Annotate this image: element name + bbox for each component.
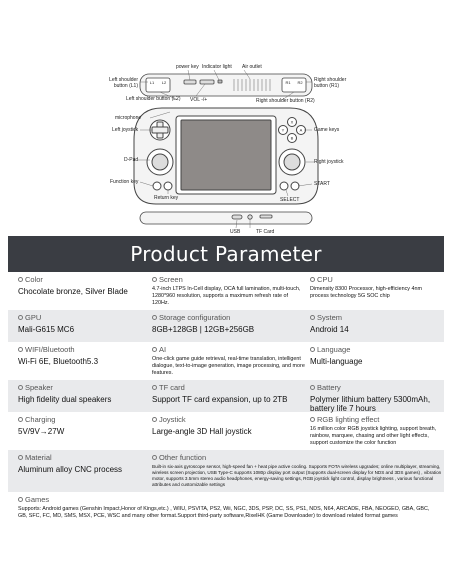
spec-value: 5V/9V→27W bbox=[18, 427, 65, 436]
spec-heading: Storage configuration bbox=[159, 313, 231, 322]
spec-cell bbox=[152, 450, 442, 488]
spec-row-color bbox=[8, 272, 444, 310]
label-air-outlet: Air outlet bbox=[242, 64, 262, 70]
l2-button-label: L2 bbox=[161, 80, 167, 85]
label-return-key: Return key bbox=[154, 195, 179, 201]
spec-value: One-click game guide retrieval, real-time translation, intelligent dialogue, text-to-image generation, image processing, and more features. bbox=[152, 356, 305, 376]
bullet-icon bbox=[18, 455, 23, 460]
spec-heading: Color bbox=[25, 275, 43, 284]
device-diagram bbox=[0, 0, 452, 236]
label-power-key: power key bbox=[176, 64, 199, 70]
a-button-label: A bbox=[299, 127, 303, 133]
spec-row-speaker bbox=[8, 380, 444, 412]
spec-value: Support TF card expansion, up to 2TB bbox=[152, 395, 288, 404]
label-indicator-light: Indicator light bbox=[202, 64, 232, 70]
spec-row-material bbox=[8, 450, 444, 492]
spec-value: Aluminum alloy CNC process bbox=[18, 465, 123, 474]
label-start: START bbox=[314, 181, 330, 187]
x-button-label: X bbox=[290, 119, 294, 125]
spec-heading: GPU bbox=[25, 313, 42, 322]
label-tf-card: TF Card bbox=[256, 229, 275, 235]
spec-heading: RGB lighting effect bbox=[317, 415, 380, 424]
bullet-icon bbox=[152, 347, 157, 352]
label-usb: USB bbox=[230, 229, 241, 235]
l1-button-label: L1 bbox=[149, 80, 155, 85]
label-function-key: Function key bbox=[110, 179, 139, 185]
spec-row-charging bbox=[8, 412, 444, 450]
spec-cell bbox=[18, 412, 148, 436]
spec-heading: Charging bbox=[25, 415, 56, 424]
spec-heading: Games bbox=[25, 495, 50, 504]
spec-value: Multi-language bbox=[310, 357, 363, 366]
spec-cell bbox=[18, 492, 438, 520]
spec-value: High fidelity dual speakers bbox=[18, 395, 112, 404]
spec-cell bbox=[310, 272, 442, 300]
spec-cell bbox=[18, 342, 148, 366]
bullet-icon bbox=[18, 277, 23, 282]
bullet-icon bbox=[310, 417, 315, 422]
spec-heading: Screen bbox=[159, 275, 183, 284]
device-illustration bbox=[0, 0, 452, 236]
spec-value: Android 14 bbox=[310, 325, 349, 334]
label-left-shoulder-l1: Left shoulder button (L1) bbox=[109, 77, 138, 89]
label-left-joystick: Left joystick bbox=[112, 127, 139, 133]
spec-row-games bbox=[8, 492, 444, 536]
spec-heading: System bbox=[317, 313, 343, 322]
spec-cell bbox=[152, 342, 306, 377]
spec-heading: Material bbox=[25, 453, 52, 462]
bottom-view-device bbox=[140, 212, 312, 224]
spec-value: 16 million color RGB joystick lighting, support breath, rainbow, marquee, chasing and other light effects, support customize the color function bbox=[310, 426, 437, 446]
bullet-icon bbox=[310, 385, 315, 390]
spec-value: Built-in six-axis gyroscope sensor, high-speed fan + heat pipe active cooling. Supports FOTA wireless upgrades; online multiplayer, streaming, wireless screen projection, USB Type-C supports 1080p display port output (Supports dual-screen display for NDS and 3DS games) , vibration motor, supports 3.5mm stereo audio headphones, energy-saving settings, RGB joystick light control, display brightness , various functional attributes and customizable settings bbox=[152, 464, 442, 487]
spec-heading: Battery bbox=[317, 383, 341, 392]
spec-heading: CPU bbox=[317, 275, 333, 284]
spec-cell bbox=[310, 342, 442, 366]
bullet-icon bbox=[18, 497, 23, 502]
label-microphone: microphone bbox=[115, 115, 142, 121]
spec-cell bbox=[18, 380, 148, 404]
y-button-label: Y bbox=[281, 127, 285, 133]
spec-cell bbox=[152, 380, 306, 404]
spec-heading: Joystick bbox=[159, 415, 186, 424]
product-parameter-panel bbox=[8, 236, 444, 538]
label-right-joystick: Right joystick bbox=[314, 159, 344, 165]
spec-cell bbox=[310, 380, 442, 413]
bullet-icon bbox=[310, 277, 315, 282]
spec-cell bbox=[152, 272, 306, 307]
spec-row-gpu bbox=[8, 310, 444, 342]
spec-heading: TF card bbox=[159, 383, 185, 392]
spec-cell bbox=[18, 450, 148, 474]
bullet-icon bbox=[310, 315, 315, 320]
panel-title: Product Parameter bbox=[130, 242, 322, 266]
top-view-device bbox=[140, 74, 312, 96]
label-dpad: D-Pad bbox=[124, 157, 139, 163]
spec-cell bbox=[152, 412, 306, 436]
spec-cell bbox=[152, 310, 306, 334]
spec-row-wifi bbox=[8, 342, 444, 380]
title-bar bbox=[8, 236, 444, 272]
bullet-icon bbox=[152, 315, 157, 320]
spec-value: Chocolate bronze, Silver Blade bbox=[18, 287, 128, 296]
label-right-shoulder-r1: Right shoulder button (R1) bbox=[314, 77, 347, 89]
spec-value: Wi-Fi 6E, Bluetooth5.3 bbox=[18, 357, 99, 366]
r2-button-label: R2 bbox=[297, 80, 303, 85]
spec-cell bbox=[310, 412, 442, 447]
bullet-icon bbox=[18, 417, 23, 422]
spec-value: Supports: Android games (Genshin Impact,Honor of Kings,etc.) , WIIU, PSVITA, PS2, Wii, NGC, 3DS, PSP, DC, SS, PS1, NDS, N64, ARCADE, FBA, NEOGEO, GBA, GBC, GB, SFC, FC, MD, SMS, MSX, PCE, WSC and many other format.Support third-party software,RixelHK (Game Downloader) to download related format games bbox=[18, 506, 430, 519]
label-select: SELECT bbox=[280, 197, 300, 203]
bullet-icon bbox=[18, 347, 23, 352]
bullet-icon bbox=[152, 417, 157, 422]
bullet-icon bbox=[152, 385, 157, 390]
bullet-icon bbox=[152, 277, 157, 282]
spec-value: Dimensity 8300 Processor, high-efficiency 4nm process technology 5G SOC chip bbox=[310, 286, 422, 299]
bullet-icon bbox=[18, 385, 23, 390]
spec-value: Polymer lithium battery 5300mAh, battery life 7 hours bbox=[310, 395, 431, 413]
spec-cell bbox=[18, 310, 148, 334]
spec-cell bbox=[18, 272, 148, 296]
spec-cell bbox=[310, 310, 442, 334]
spec-heading: AI bbox=[159, 345, 167, 354]
b-button-label: B bbox=[290, 135, 294, 141]
spec-value: 4.7-inch LTPS In-Cell display, OCA full lamination, multi-touch, 1280*960 resolution, supports a maximum refresh rate of 120Hz. bbox=[152, 286, 301, 306]
bullet-icon bbox=[152, 455, 157, 460]
bullet-icon bbox=[310, 347, 315, 352]
spec-heading: Language bbox=[317, 345, 351, 354]
spec-heading: Speaker bbox=[25, 383, 53, 392]
spec-value: 8GB+128GB | 12GB+256GB bbox=[152, 325, 255, 334]
bullet-icon bbox=[18, 315, 23, 320]
label-game-keys: Game keys bbox=[314, 127, 340, 133]
spec-value: Mali-G615 MC6 bbox=[18, 325, 75, 334]
spec-value: Large-angle 3D Hall joystick bbox=[152, 427, 252, 436]
spec-heading: Other function bbox=[159, 453, 207, 462]
spec-heading: WIFI/Bluetooth bbox=[25, 345, 75, 354]
label-right-shoulder-r2: Right shoulder button (R2) bbox=[256, 98, 315, 104]
label-vol: VOL -/+ bbox=[190, 97, 208, 103]
label-left-shoulder-l2: Left shoulder button (L2) bbox=[126, 96, 181, 102]
r1-button-label: R1 bbox=[285, 80, 291, 85]
